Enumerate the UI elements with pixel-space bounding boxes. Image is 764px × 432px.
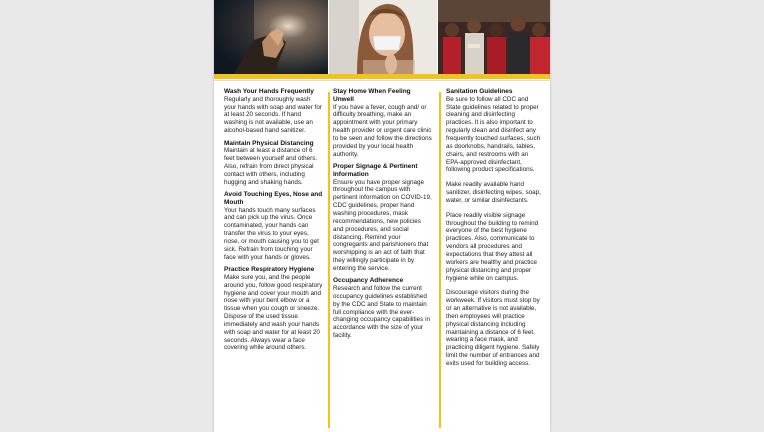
paragraph-sanitizer <box>446 181 542 205</box>
column-divider <box>328 92 330 428</box>
section-title: Proper Signage & Pertinent Information <box>333 163 418 178</box>
section-avoid-touching <box>224 191 324 262</box>
section-title: Maintain Physical Distancing <box>224 139 314 147</box>
column-divider <box>439 92 441 428</box>
section-signage <box>333 163 433 273</box>
section-title: Occupancy Adherence <box>333 277 404 285</box>
paragraph-signage <box>446 212 542 283</box>
section-body: Ensure you have proper signage throughout the campus with pertinent information on COVID-19, CDC guidelines, proper hand washing procedures, mask recommendations, new policies and procedures, and social distancing. Remind your congregants and parishioners that worshipping is an act of faith that they willingly participate in by entering the service. <box>333 178 432 272</box>
document-page <box>214 0 550 432</box>
section-title: Practice Respiratory Hygiene <box>224 266 315 274</box>
section-physical-distancing <box>224 140 324 187</box>
section-body: Regularly and thoroughly wash your hands with soap and water for at least 20 seconds. If hand washing is not available, use an alcohol-based hand sanitizer. <box>224 95 323 135</box>
photo-strip <box>214 0 550 74</box>
section-body: Place readily visible signage throughout the building to remind everyone of the best hygiene practices. Also, communicate to vendors all procedures and expectations that they attest all workers are healthy and practice physical distancing and proper hygiene while on campus. <box>446 211 539 282</box>
section-title: Sanitation Guidelines <box>446 88 513 95</box>
section-body: Research and follow the current occupancy guidelines established by the CDC and State to maintain full compliance with the ever-changing occupancy capabilities in accordance with the size of your facility. <box>333 285 430 340</box>
section-body: Your hands touch many surfaces and can pick up the virus. Once contaminated, your hands can transfer the virus to your eyes, nose, or mouth causing you to get sick. Refrain from touching your face with your hands or gloves. <box>224 206 319 261</box>
section-body: Make readily available hand sanitizer, disinfecting wipes, soap, water, or similar disinfectants. <box>446 181 541 204</box>
paragraph-visitors <box>446 289 542 367</box>
section-respiratory-hygiene <box>224 266 324 352</box>
section-body: Maintain at least a distance of 6 feet between yourself and others. Also, refrain from direct physical contact with others, including hugging and shaking hands. <box>224 147 318 186</box>
section-stay-home <box>333 88 433 159</box>
section-sanitation <box>446 88 542 174</box>
divider-line <box>214 80 550 81</box>
section-body: Discourage visitors during the workweek. If visitors must stop by or an alternative is not available, then employees will practice physical distancing including maintaining a distance of 6 feet, wearing a face mask, and practicing diligent hygiene. Safely limit the number of entrances and exits used for building access. <box>446 289 540 367</box>
section-title: Avoid Touching Eyes, Nose and Mouth <box>224 191 323 206</box>
section-body: Make sure you, and the people around you, follow good respiratory hygiene and cover your mouth and nose with your bent elbow or a tissue when you cough or sneeze. Dispose of the used tissue immediately and wash your hands with soap and water for at least 20 seconds. Always wear a face covering while around others. <box>224 273 323 352</box>
photo-congregation <box>438 0 550 74</box>
section-wash-hands <box>224 88 324 135</box>
section-body: Be sure to follow all CDC and State guidelines related to proper cleaning and disinfecting practices. It is also important to regularly clean and disinfect any frequently touched surfaces, such as doorknobs, handrails, tables, chairs, and restrooms with an EPA-approved disinfectant, following product specifications. <box>446 95 541 174</box>
photo-girl-with-mask <box>329 0 437 74</box>
section-occupancy <box>333 277 433 340</box>
column-1 <box>224 88 324 357</box>
column-3 <box>446 88 542 372</box>
section-title: Wash Your Hands Frequently <box>224 88 314 95</box>
section-body: If you have a fever, cough and/ or difficulty breathing, make an appointment with your primary health provider or urgent care clinic to be seen and follow the directions provided by your local health authority. <box>333 103 432 158</box>
column-2 <box>333 88 433 344</box>
accent-bar <box>214 74 550 79</box>
section-title: Stay Home When Feeling Unwell <box>333 88 411 103</box>
photo-praying-hands <box>214 0 328 74</box>
